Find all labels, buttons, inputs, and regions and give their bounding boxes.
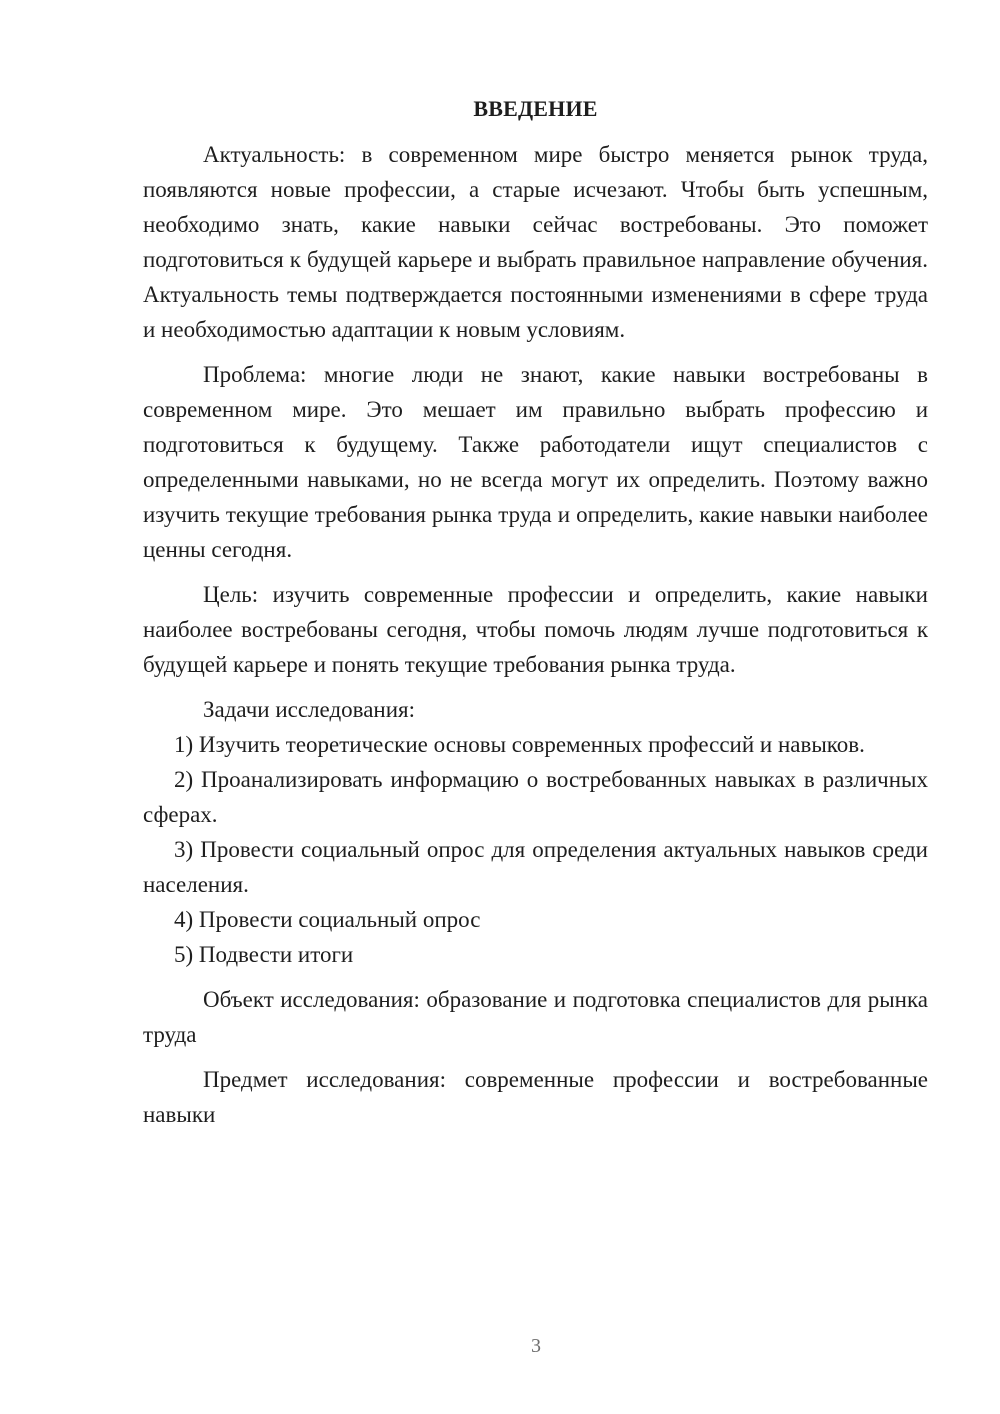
tasks-heading: Задачи исследования: xyxy=(203,697,416,722)
section-title: ВВЕДЕНИЕ xyxy=(473,96,598,121)
page-number: 3 xyxy=(531,1335,541,1357)
research-subject-paragraph: Предмет исследования: современные профессии и востребованные навыки xyxy=(143,1067,928,1127)
relevance-paragraph: Актуальность: в современном мире быстро меняется рынок труда, появляются новые профессии, а старые исчезают. Чтобы быть успешным, необходимо знать, какие навыки сейчас востребованы. Это поможет подготовиться к будущей карьере и выбрать правильное направление обучения. Актуальность темы подтверждается постоянными изменениями в сфере труда и необходимостью адаптации к новым условиям. xyxy=(143,142,928,342)
problem-paragraph: Проблема: многие люди не знают, какие навыки востребованы в современном мире. Это мешает им правильно выбрать профессию и подготовиться к будущему. Также работодатели ищут специалистов с определенными навыками, но не всегда могут их определить. Поэтому важно изучить текущие требования рынка труда и определить, какие навыки наиболее ценны сегодня. xyxy=(143,362,928,562)
goal-paragraph: Цель: изучить современные профессии и определить, какие навыки наиболее востребованы сегодня, чтобы помочь людям лучше подготовиться к будущей карьере и понять текущие требования рынка труда. xyxy=(143,582,928,677)
task-item: 3) Провести социальный опрос для определения актуальных навыков среди населения. xyxy=(143,837,928,897)
task-item: 5) Подвести итоги xyxy=(174,942,354,967)
task-item: 2) Проанализировать информацию о востребованных навыках в различных сферах. xyxy=(143,767,928,827)
task-item: 4) Провести социальный опрос xyxy=(174,907,481,932)
document-body xyxy=(143,94,928,1132)
task-item: 1) Изучить теоретические основы современных профессий и навыков. xyxy=(174,732,865,757)
research-object-paragraph: Объект исследования: образование и подготовка специалистов для рынка труда xyxy=(143,987,928,1047)
